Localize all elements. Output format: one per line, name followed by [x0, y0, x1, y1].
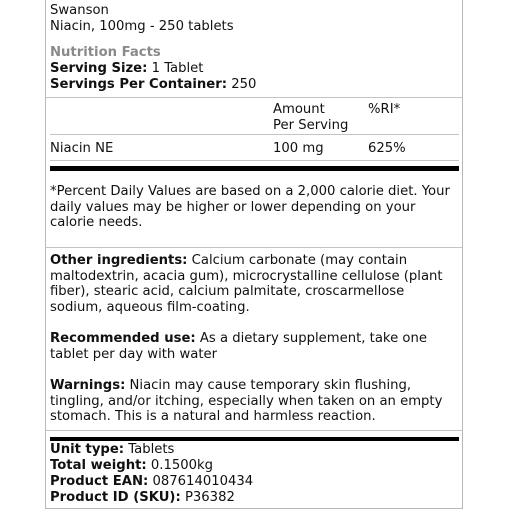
nutrient-amount: 100 mg — [273, 141, 324, 156]
product-id — [50, 490, 235, 506]
brand-name: Swanson — [50, 3, 109, 18]
amount-header-line2: Per Serving — [273, 118, 349, 133]
table-divider — [50, 134, 459, 135]
thick-divider — [50, 437, 459, 441]
ri-header: %RI* — [368, 102, 401, 117]
recommended-label: Recommended use: — [50, 331, 196, 346]
ean-value: 087614010434 — [152, 474, 254, 489]
warnings-text: Niacin may cause temporary skin flushing, tingling, and/or itching, especially when taken on an empty stomach. This is a natural and harmless reaction. — [50, 378, 443, 425]
recommended-text: As a dietary supplement, take one tablet per day with water — [50, 331, 427, 362]
divider — [46, 430, 462, 431]
product-name: Niacin, 100mg - 250 tablets — [50, 19, 234, 34]
id-label: Product ID (SKU): — [50, 490, 181, 505]
id-value: P36382 — [184, 490, 235, 505]
servings-label: Servings Per Container: — [50, 77, 227, 92]
warnings-label: Warnings: — [50, 378, 126, 393]
nutrient-name: Niacin NE — [50, 141, 114, 156]
table-divider — [50, 160, 459, 161]
unit-type — [50, 442, 174, 458]
serving-size — [50, 61, 203, 77]
serving-size-label: Serving Size: — [50, 61, 148, 76]
nutrition-facts-heading: Nutrition Facts — [50, 45, 161, 60]
nutrient-ri: 625% — [368, 141, 406, 156]
amount-header-line1: Amount — [273, 102, 325, 117]
weight-value: 0.1500kg — [150, 458, 214, 473]
unit-type-value: Tablets — [128, 442, 175, 457]
total-weight — [50, 458, 213, 474]
divider — [46, 247, 462, 248]
ingredients-text: Calcium carbonate (may contain maltodextrin, acacia gum), microcrystalline cellulose (plant fiber), stearic acid, calcium palmitate, croscarmellose sodium, aqueous film-coating. — [50, 253, 443, 315]
thick-divider — [50, 166, 459, 171]
ean-label: Product EAN: — [50, 474, 149, 489]
warnings-block — [50, 378, 455, 425]
ingredients-block — [50, 253, 455, 315]
ingredients-label: Other ingredients: — [50, 253, 188, 268]
unit-type-label: Unit type: — [50, 442, 125, 457]
servings-per-container — [50, 77, 256, 93]
serving-size-value: 1 Tablet — [151, 61, 204, 76]
servings-value: 250 — [231, 77, 257, 92]
divider — [46, 97, 462, 98]
recommended-use-block — [50, 331, 455, 362]
product-ean — [50, 474, 253, 490]
weight-label: Total weight: — [50, 458, 147, 473]
footnote: *Percent Daily Values are based on a 2,000 calorie diet. Your daily values may be higher or lower depending on your calorie needs. — [50, 184, 450, 231]
